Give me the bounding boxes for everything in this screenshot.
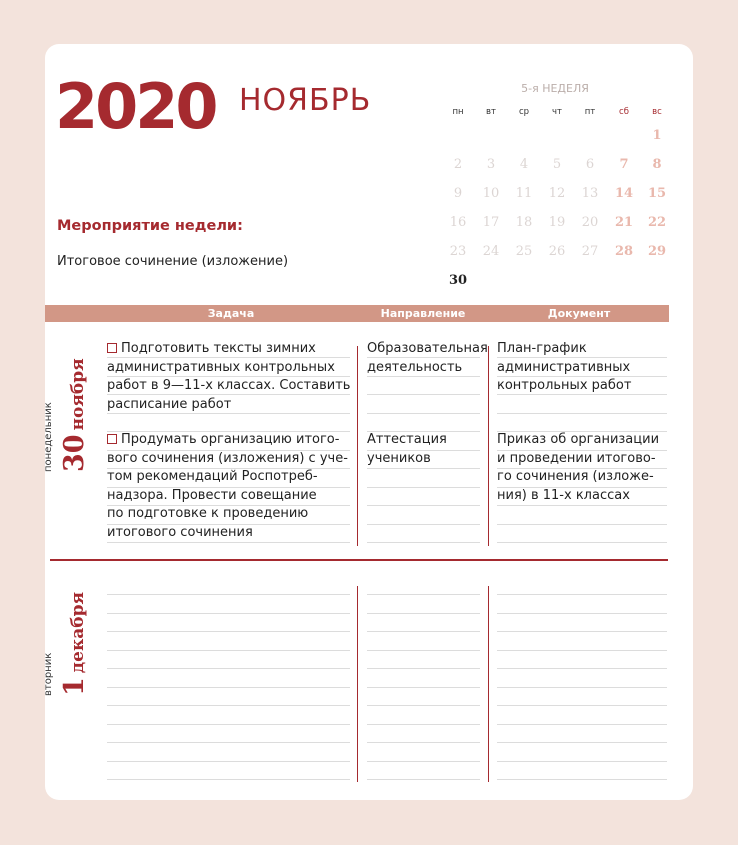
weekday-header: сб [619,107,629,117]
calendar-day[interactable]: 9 [453,186,463,201]
document-item-2: Приказ об организации и проведении итогово- го сочинения (изложе- ния) в 11-х классах [497,432,660,503]
ruled-line [497,779,667,780]
calendar-day[interactable]: 27 [581,244,599,259]
ruled-line [107,668,350,669]
calendar-day[interactable]: 10 [482,186,500,201]
ruled-line [497,742,667,743]
checkbox-icon[interactable] [107,343,117,353]
checkbox-icon[interactable] [107,434,117,444]
day-label-30-november [43,358,90,472]
ruled-line [107,724,350,725]
divider-document-day2 [488,586,489,782]
document-item-1: План-график административных контрольных работ [497,341,632,393]
day-weekday: понедельник [43,402,54,472]
calendar-day[interactable]: 25 [515,244,533,259]
ruled-line [367,505,480,506]
day-month: ноября [68,358,88,431]
ruled-line [497,631,667,632]
ruled-line [497,505,667,506]
ruled-line [497,542,667,543]
calendar-day[interactable]: 22 [647,215,667,230]
calendar-day[interactable]: 4 [519,157,529,172]
divider-direction-day2 [357,586,358,782]
column-document-header: Документ [547,307,611,320]
ruled-line [497,761,667,762]
calendar-day[interactable]: 7 [619,157,629,172]
day-weekday: вторник [43,652,54,696]
ruled-line [367,524,480,525]
mini-calendar [45,44,693,294]
ruled-line [107,542,350,543]
event-of-week-title: Мероприятие недели: [57,218,243,234]
task-item-2[interactable]: Продумать организацию итого- вого сочинения (изложения) с уче- том рекомендаций Роспотреб- надзора. Провести совещание по подготовке к проведению итогового сочинения [107,432,348,540]
ruled-line [367,705,480,706]
column-task-header: Задача [207,307,255,320]
ruled-line [107,742,350,743]
day-month: декабря [68,591,88,674]
ruled-line [497,687,667,688]
divider-document-day1 [488,346,489,546]
calendar-day[interactable]: 6 [585,157,595,172]
calendar-day[interactable]: 17 [482,215,500,230]
weekday-header: ср [518,107,530,117]
calendar-day[interactable]: 1 [652,128,662,143]
direction-item-2: Аттестация учеников [367,432,447,466]
ruled-line [107,779,350,780]
ruled-line [497,724,667,725]
calendar-day[interactable]: 11 [515,186,533,201]
ruled-line [107,613,350,614]
ruled-line [497,524,667,525]
day-separator [50,559,668,561]
ruled-line [367,394,480,395]
weekday-header: вт [486,107,496,117]
calendar-day[interactable]: 13 [581,186,599,201]
calendar-day[interactable]: 14 [614,186,634,201]
weekday-header: пн [452,107,464,117]
direction-item-1: Образовательная деятельность [367,341,488,375]
ruled-line [367,413,480,414]
ruled-line [107,631,350,632]
ruled-line [367,650,480,651]
ruled-line [107,761,350,762]
ruled-line [367,668,480,669]
ruled-line [367,761,480,762]
weekday-header: вс [652,107,662,117]
calendar-day[interactable]: 2 [453,157,463,172]
ruled-line [107,687,350,688]
calendar-day[interactable]: 8 [652,157,662,172]
planner-page [45,44,693,800]
ruled-line [367,594,480,595]
ruled-line [367,542,480,543]
ruled-line [497,613,667,614]
ruled-line [497,413,667,414]
table-header [45,305,669,322]
divider-direction-day1 [357,346,358,546]
calendar-day[interactable]: 16 [449,215,467,230]
ruled-line [367,613,480,614]
weekday-header: чт [552,107,562,117]
ruled-line [497,650,667,651]
day-number: 1 [59,677,90,696]
calendar-day[interactable]: 12 [548,186,566,201]
ruled-line [107,705,350,706]
calendar-day[interactable]: 30 [448,273,468,288]
calendar-day[interactable]: 23 [449,244,467,259]
event-of-week-text: Итоговое сочинение (изложение) [57,254,289,269]
ruled-line [367,487,480,488]
column-direction-header: Направление [380,307,466,320]
ruled-line [497,705,667,706]
calendar-day[interactable]: 26 [548,244,566,259]
calendar-day[interactable]: 3 [486,157,496,172]
weekday-header: пт [584,107,596,117]
ruled-line [497,668,667,669]
calendar-day[interactable]: 21 [614,215,634,230]
ruled-line [367,742,480,743]
ruled-line [367,631,480,632]
day-number: 30 [59,434,90,472]
ruled-line [107,650,350,651]
month-title: НОЯБРЬ [239,83,372,118]
ruled-line [367,468,480,469]
calendar-day[interactable]: 24 [482,244,500,259]
day-label-1-december [43,591,90,696]
ruled-line [367,687,480,688]
calendar-day[interactable]: 5 [552,157,562,172]
ruled-line [367,779,480,780]
calendar-day[interactable]: 20 [581,215,599,230]
calendar-day[interactable]: 15 [647,186,667,201]
ruled-line [497,594,667,595]
year-title: 2020 [55,70,216,143]
task-item-1[interactable]: Подготовить тексты зимних административных контрольных работ в 9—11-х классах. Составить расписание работ [107,341,351,412]
ruled-line [107,594,350,595]
week-label: 5-я НЕДЕЛЯ [521,82,589,95]
calendar-day[interactable]: 28 [614,244,634,259]
ruled-line [367,724,480,725]
calendar-day[interactable]: 19 [548,215,566,230]
calendar-day[interactable]: 18 [515,215,533,230]
calendar-day[interactable]: 29 [647,244,667,259]
